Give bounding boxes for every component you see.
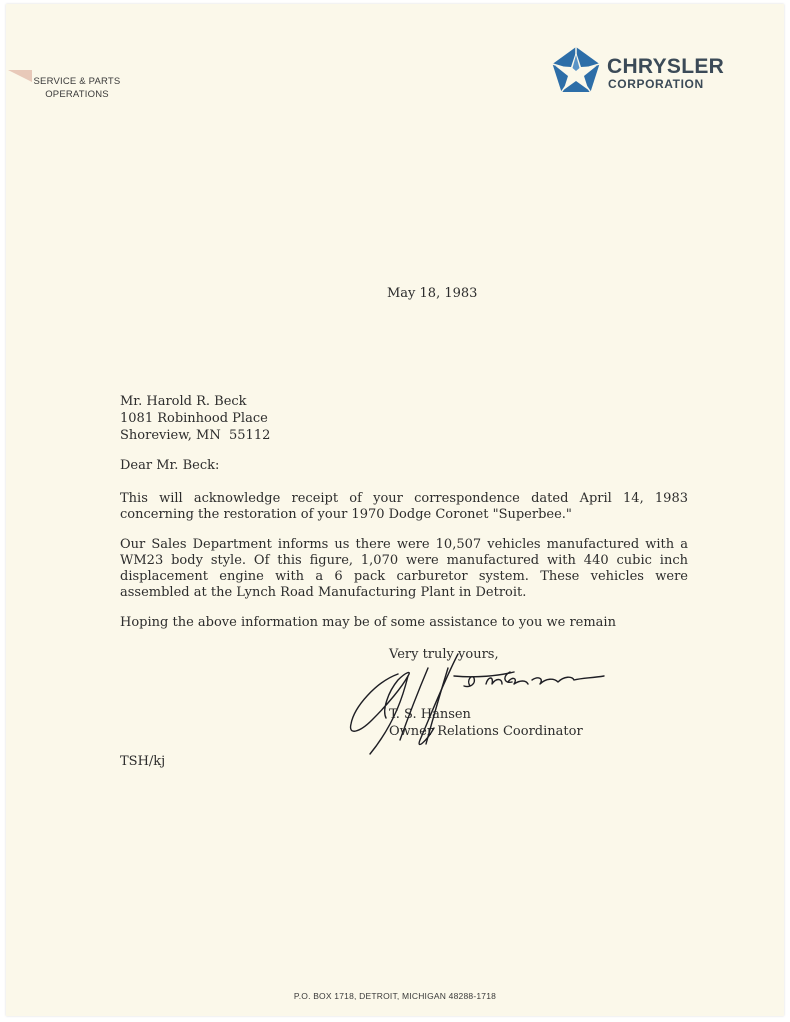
brand-subtitle: CORPORATION bbox=[608, 77, 704, 91]
salutation: Dear Mr. Beck: bbox=[120, 458, 220, 473]
signer-title: Owner Relations Coordinator bbox=[389, 724, 583, 739]
handwritten-signature bbox=[336, 632, 636, 762]
department-line-1: SERVICE & PARTS bbox=[33, 76, 121, 87]
recipient-city-state-zip: Shoreview, MN 55112 bbox=[120, 428, 271, 443]
department-label bbox=[32, 75, 122, 101]
recipient-name: Mr. Harold R. Beck bbox=[120, 394, 247, 409]
footer-address: P.O. BOX 1718, DETROIT, MICHIGAN 48288-1718 bbox=[293, 991, 497, 1001]
closing: Very truly yours, bbox=[389, 647, 499, 662]
signer-name: T. S. Hansen bbox=[389, 707, 471, 722]
body-paragraph-2: Our Sales Department informs us there were 10,507 vehicles manufactured with a WM23 body style. Of this figure, 1,070 were manufactured with 440 cubic inch displacement engine with a 6 pack carburetor system. These vehicles were assembled at the Lynch Road Manufacturing Plant in Detroit. bbox=[120, 537, 688, 600]
department-line-2: OPERATIONS bbox=[45, 89, 109, 100]
brand-name: CHRYSLER bbox=[607, 55, 725, 78]
body-paragraph-3: Hoping the above information may be of some assistance to you we remain bbox=[120, 615, 616, 630]
reference-initials: TSH/kj bbox=[120, 754, 166, 769]
pentastar-icon bbox=[551, 46, 601, 96]
chrysler-logo bbox=[551, 46, 731, 98]
body-paragraph-1: This will acknowledge receipt of your correspondence dated April 14, 1983 concerning the restoration of your 1970 Dodge Coronet "Superbee." bbox=[120, 491, 688, 522]
letter-page bbox=[6, 4, 784, 1016]
letter-date: May 18, 1983 bbox=[387, 286, 478, 301]
recipient-street: 1081 Robinhood Place bbox=[120, 411, 268, 426]
recipient-address bbox=[120, 393, 270, 444]
corner-mark bbox=[8, 70, 32, 82]
